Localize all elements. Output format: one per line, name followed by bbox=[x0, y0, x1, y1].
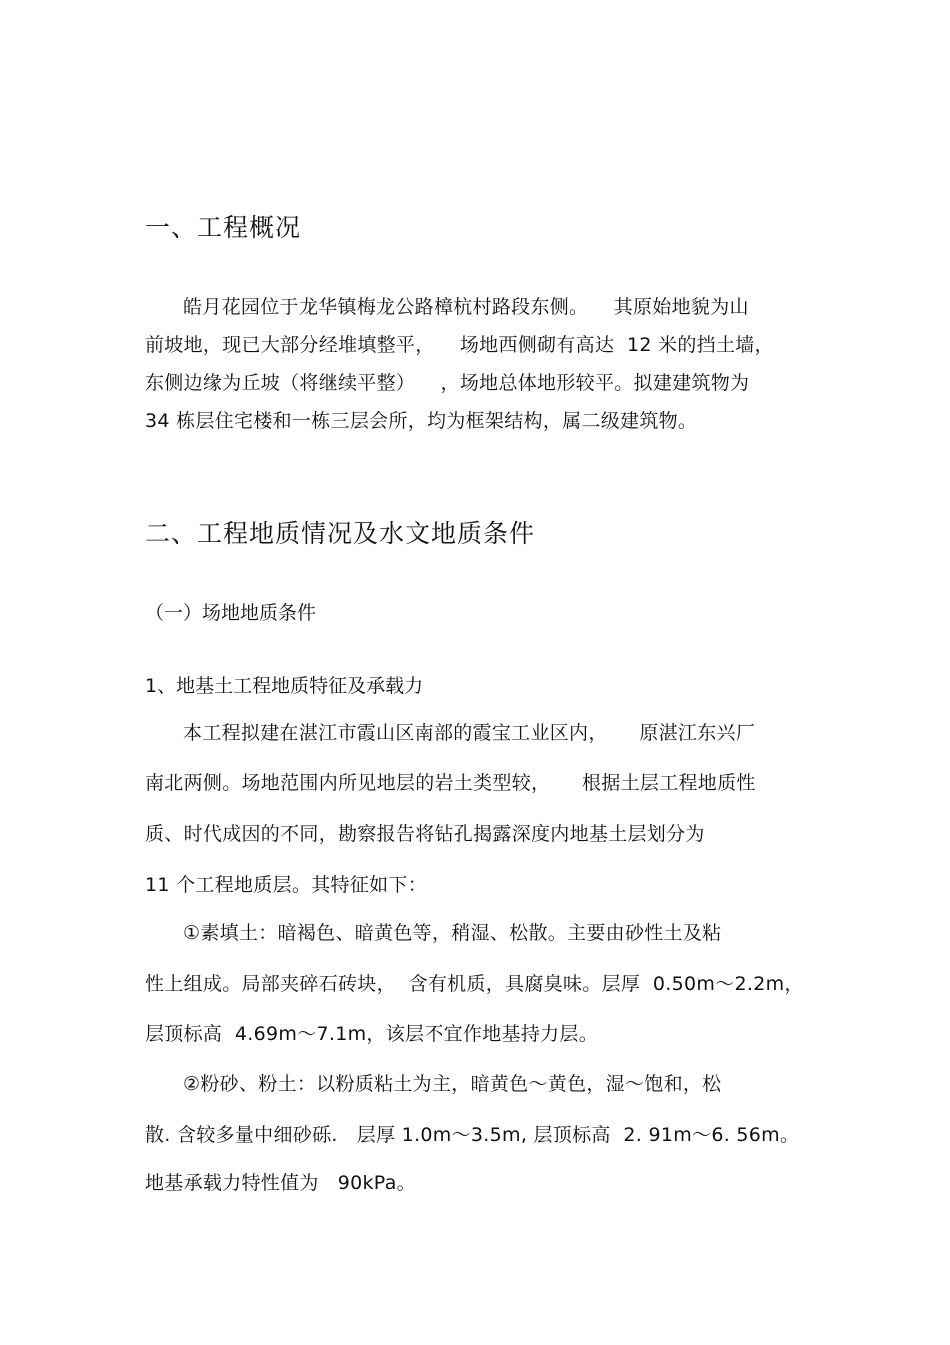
section-2-paragraph-line: 层顶标高 4.69m～7.1m，该层不宜作地基持力层。 bbox=[145, 1023, 599, 1045]
section-2-paragraph-line: 散. 含较多量中细砂砾. 层厚 1.0m～3.5m, 层顶标高 2. 91m～6. 56m。 bbox=[145, 1124, 800, 1146]
subsection-heading: （一）场地地质条件 bbox=[145, 602, 317, 624]
section-2-paragraph-line: ①素填土：暗褐色、暗黄色等，稍湿、松散。主要由砂性土及粘 bbox=[145, 922, 722, 944]
section-1-paragraph-line: 34 栋层住宅楼和一栋三层会所，均为框架结构，属二级建筑物。 bbox=[145, 410, 698, 432]
section-2-paragraph-line: 本工程拟建在湛江市霞山区南部的霞宝工业区内， 原湛江东兴厂 bbox=[145, 722, 756, 744]
section-1-heading: 一、工程概况 bbox=[145, 213, 302, 242]
section-1-paragraph-line: 东侧边缘为丘坡（将继续平整） ，场地总体地形较平。拟建建筑物为 bbox=[145, 372, 750, 394]
section-2-heading: 二、工程地质情况及水文地质条件 bbox=[145, 519, 536, 548]
section-2-paragraph-line: 南北两侧。场地范围内所见地层的岩土类型较， 根据土层工程地质性 bbox=[145, 772, 756, 794]
item-heading: 1、地基土工程地质特征及承载力 bbox=[145, 675, 424, 697]
section-2-paragraph-line: 地基承载力特性值为 90kPa。 bbox=[145, 1172, 416, 1194]
section-2-paragraph-line: ②粉砂、粉土：以粉质粘土为主，暗黄色～黄色，湿～饱和，松 bbox=[145, 1073, 722, 1095]
section-2-paragraph-line: 质、时代成因的不同，勘察报告将钻孔揭露深度内地基土层划分为 bbox=[145, 823, 705, 845]
section-2-paragraph-line: 性上组成。局部夹碎石砖块， 含有机质，具腐臭味。层厚 0.50m～2.2m， bbox=[145, 973, 804, 995]
section-1-paragraph-line: 前坡地，现已大部分经堆填整平， 场地西侧砌有高达 12 米的挡土墙， bbox=[145, 334, 774, 356]
section-1-paragraph-line: 皓月花园位于龙华镇梅龙公路樟杭村路段东侧。 其原始地貌为山 bbox=[145, 296, 749, 318]
section-2-paragraph-line: 11 个工程地质层。其特征如下： bbox=[145, 874, 428, 896]
